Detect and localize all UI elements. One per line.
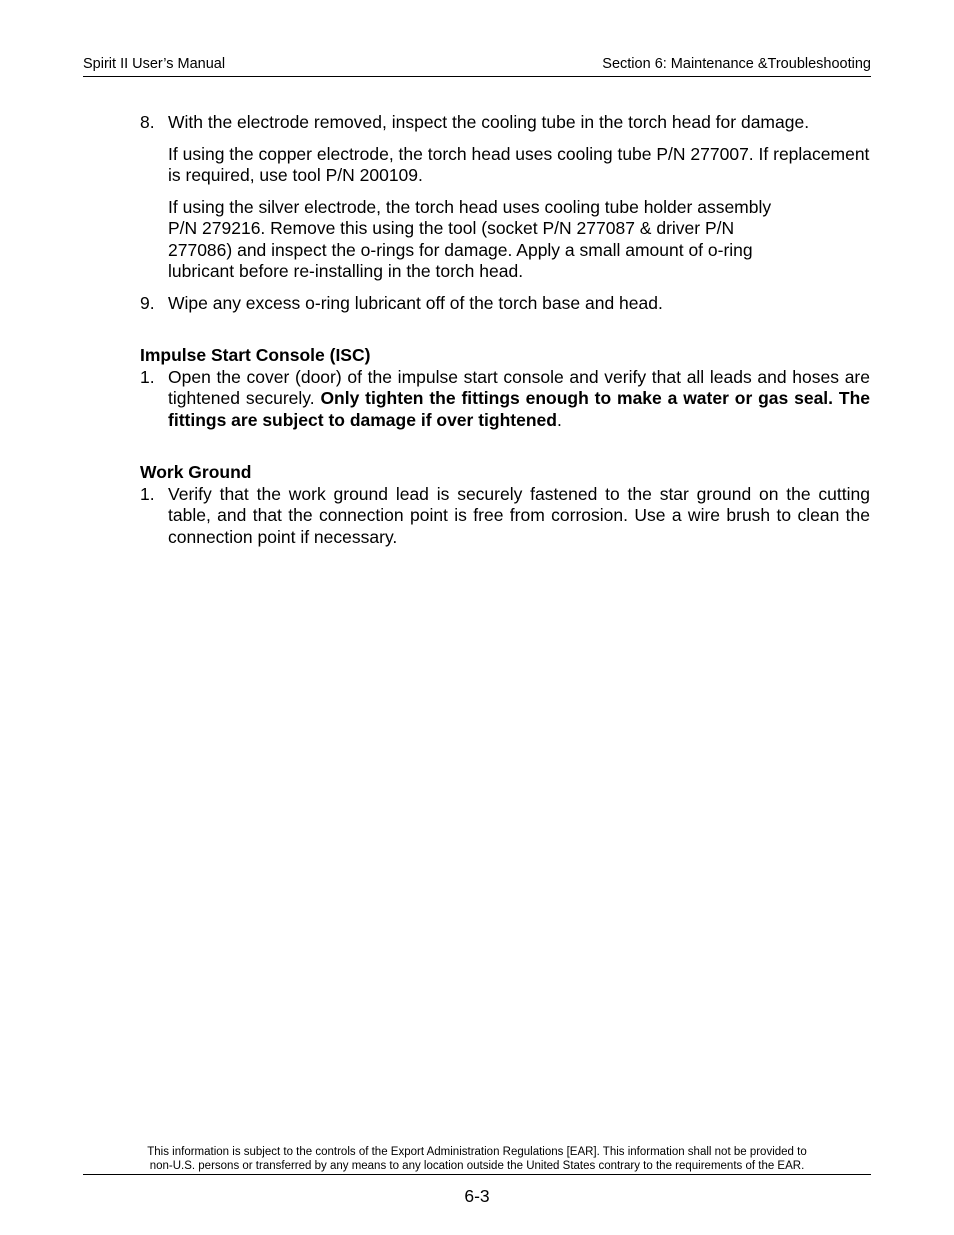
text-line: lubricant before re-installing in the torch head.	[168, 261, 524, 281]
work-ground-section-title: Work Ground	[140, 462, 252, 482]
header-manual-title: Spirit II User’s Manual	[83, 56, 226, 72]
work-ground-step-text: Verify that the work ground lead is securely fastened to the star ground on the cutting table, and that the connection point is free from corrosion. Use a wire brush to clean the connection point if necessary.	[168, 483, 870, 547]
text-line: If using the silver electrode, the torch head uses cooling tube holder assembly	[168, 196, 772, 217]
footer-divider	[83, 1174, 871, 1175]
isc-text-plain: Open the cover (door) of the impulse start console and verify that all leads and hoses are tightened securely.	[168, 366, 870, 408]
page-header	[83, 56, 871, 77]
export-notice-line-2: non-U.S. persons or transferred by any means to any location outside the United States contrary to the requirements of the EAR.	[149, 1160, 805, 1172]
header-section-title: Section 6: Maintenance &Troubleshooting	[602, 56, 871, 72]
list-item-number: 9.	[140, 292, 155, 313]
export-control-notice	[83, 1145, 871, 1173]
isc-step-text	[168, 367, 870, 432]
step-8-silver-paragraph	[168, 197, 870, 283]
isc-text-end: .	[556, 409, 562, 430]
export-notice-line-1: This information is subject to the controls of the Export Administration Regulations [EAR]. This information shall not be provided to	[147, 1146, 807, 1158]
list-item-number: 1.	[140, 483, 155, 504]
list-item-isc-1	[140, 367, 870, 432]
page-number: 6-3	[464, 1186, 490, 1206]
list-item-step-9	[140, 293, 870, 315]
text-line: 277086) and inspect the o-rings for damage. Apply a small amount of o-ring	[168, 239, 753, 260]
list-item-number: 8.	[140, 112, 155, 132]
page-content	[140, 112, 870, 548]
step-9-text: Wipe any excess o-ring lubricant off of the torch base and head.	[168, 292, 663, 313]
list-item-work-ground-1	[140, 484, 870, 549]
list-item-number: 1.	[140, 366, 155, 387]
isc-warning-text: Only tighten the fittings enough to make a water or gas seal. The fittings are subject to damage if over tightened	[168, 388, 870, 430]
step-8-text: With the electrode removed, inspect the cooling tube in the torch head for damage.	[168, 112, 810, 132]
step-8-copper-paragraph: If using the copper electrode, the torch head uses cooling tube P/N 277007. If replacement is required, use tool P/N 200109.	[168, 143, 870, 185]
text-line: P/N 279216. Remove this using the tool (socket P/N 277087 & driver P/N	[168, 218, 735, 238]
list-item-step-8	[140, 112, 870, 283]
isc-section-title: Impulse Start Console (ISC)	[140, 345, 371, 365]
